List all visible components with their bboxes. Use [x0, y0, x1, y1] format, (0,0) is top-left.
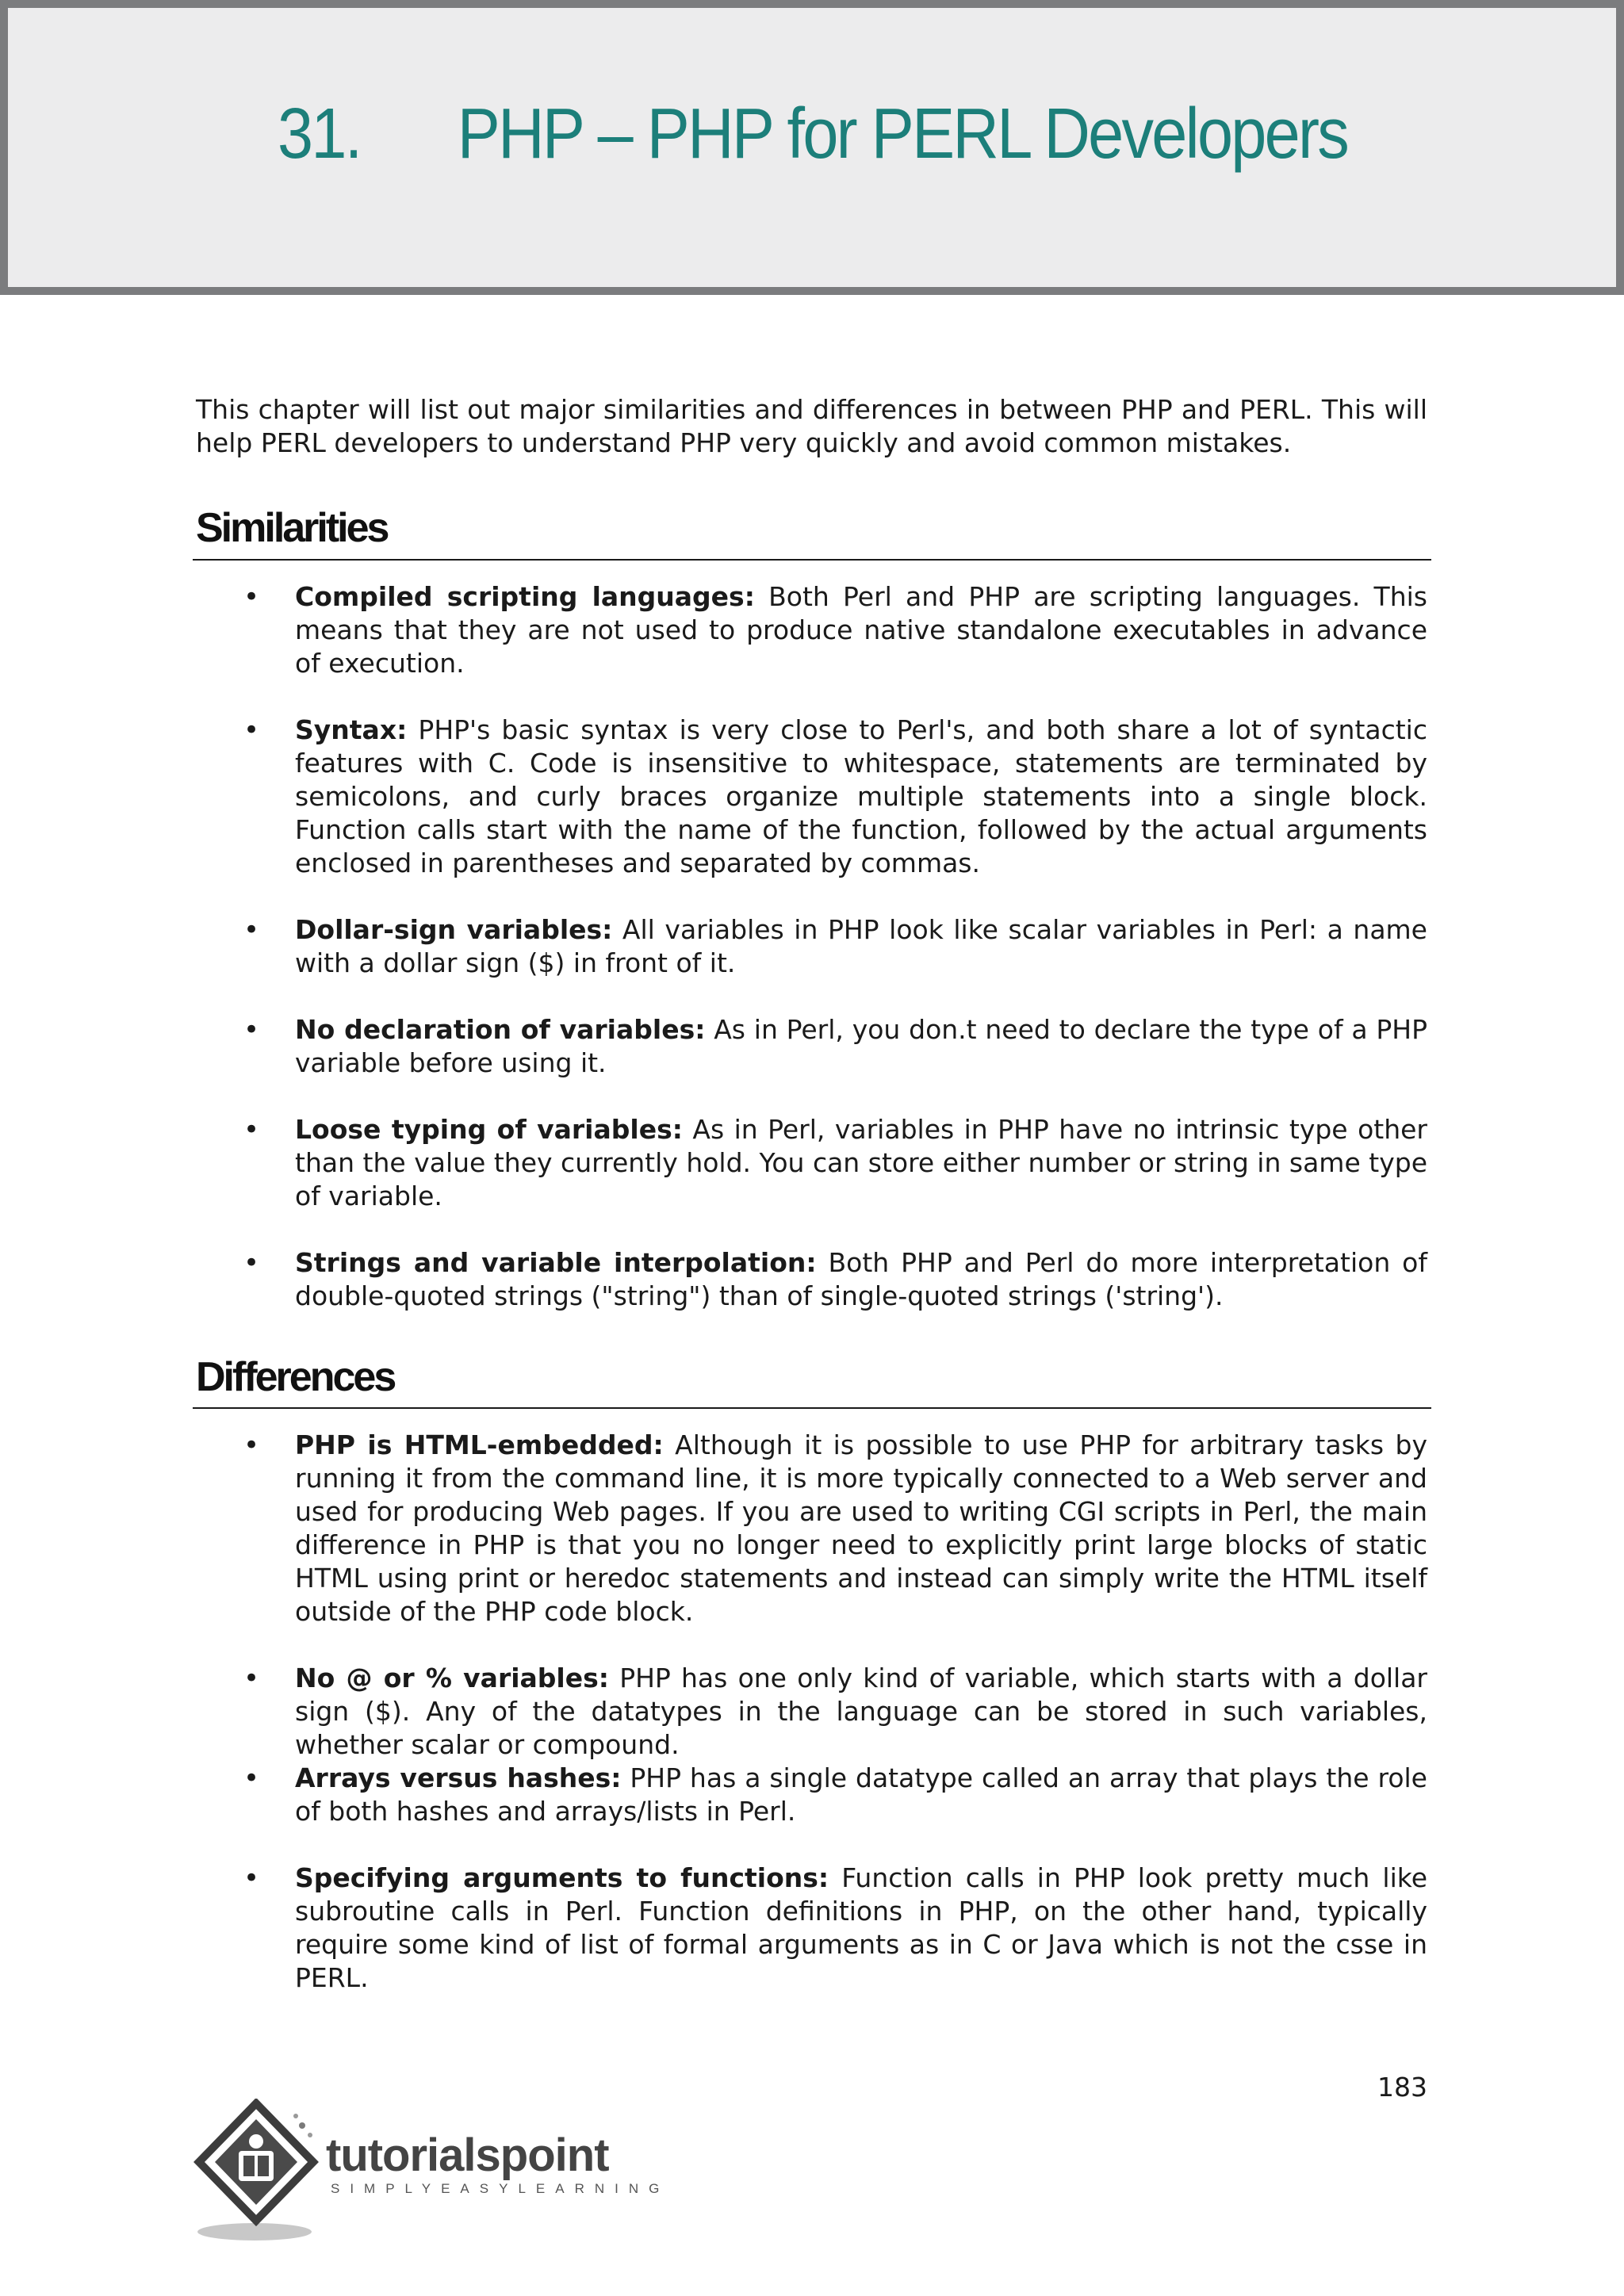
bullet-text: PHP's basic syntax is very close to Perl's, and both share a lot of syntactic features with C. Code is insensitive to whitespace, statements are terminated by semicolons, and curly braces organize multiple statements into a single block. Function calls start with the name of the function, followed by the actual arguments enclosed in parentheses and separated by commas.: [295, 714, 1427, 878]
bullet-text: As in Perl, you don.t need to declare the type of a PHP variable before using it.: [295, 1014, 1427, 1078]
logo-text: tutorialspoint: [326, 2130, 609, 2181]
intro-paragraph: This chapter will list out major similarities and differences in between PHP and PERL. This will help PERL developers to understand PHP very quickly and avoid common mistakes.: [196, 394, 1427, 458]
bullet-term: Strings and variable interpolation:: [295, 1247, 817, 1278]
bullet-term: No declaration of variables:: [295, 1014, 706, 1045]
list-item: [196, 1013, 1427, 1080]
list-item: [196, 1246, 1427, 1313]
chapter-title-text: PHP – PHP for PERL Developers: [457, 94, 1348, 174]
bullet-text: All variables in PHP look like scalar variables in Perl: a name with a dollar sign ($) in front of it.: [295, 914, 1427, 978]
bullet-text: Both Perl and PHP are scripting languages. This means that they are not used to produce native standalone executables in advance of execution.: [295, 581, 1427, 679]
similarities-heading: Similarities: [196, 505, 388, 551]
bullet-term: Dollar-sign variables:: [295, 914, 613, 945]
list-item: [196, 1429, 1427, 1628]
tutorialspoint-logo: [193, 2099, 668, 2245]
list-item: [196, 1113, 1427, 1213]
bullet-term: Loose typing of variables:: [295, 1114, 683, 1145]
bullet-text: PHP has a single datatype called an array that plays the role of both hashes and arrays/lists in Perl.: [295, 1762, 1427, 1827]
bullet-term: No @ or % variables:: [295, 1663, 609, 1693]
differences-list: [196, 1429, 1427, 1995]
bullet-term: Specifying arguments to functions:: [295, 1862, 829, 1893]
chapter-number: 31.: [278, 94, 361, 174]
list-item: [196, 1862, 1427, 1995]
page-number: 183: [1377, 2072, 1427, 2103]
list-item: [196, 714, 1427, 880]
bullet-term: PHP is HTML-embedded:: [295, 1429, 664, 1460]
bullet-term: Arrays versus hashes:: [295, 1762, 622, 1793]
chapter-header: [0, 0, 1624, 295]
differences-rule: [193, 1407, 1431, 1409]
bullet-text: As in Perl, variables in PHP have no intrinsic type other than the value they currently hold. You can store either number or string in same type of variable.: [295, 1114, 1427, 1211]
bullet-text: Both PHP and Perl do more interpretation of double-quoted strings ("string") than of single-quoted strings ('string').: [295, 1247, 1427, 1311]
chapter-title: [278, 94, 1347, 189]
logo-tagline: SIMPLYEASYLEARNING: [331, 2181, 670, 2196]
list-item: [196, 1662, 1427, 1762]
bullet-term: Syntax:: [295, 714, 408, 745]
bullet-term: Compiled scripting languages:: [295, 581, 755, 612]
list-item: [196, 1762, 1427, 1828]
bullet-text: PHP has one only kind of variable, which starts with a dollar sign ($). Any of the datatypes in the language can be stored in such variables, whether scalar or compound.: [295, 1663, 1428, 1760]
differences-heading: Differences: [196, 1354, 395, 1400]
bullet-text: Although it is possible to use PHP for arbitrary tasks by running it from the command line, it is more typically connected to a Web server and used for producing Web pages. If you are used to writing CGI scripts in Perl, the main difference in PHP is that you no longer need to explicitly print large blocks of static HTML using print or heredoc statements and instead can simply write the HTML itself outside of the PHP code block.: [295, 1429, 1427, 1627]
similarities-rule: [193, 559, 1431, 561]
logo-mark-icon: [193, 2099, 327, 2245]
similarities-list: [196, 580, 1427, 1313]
list-item: [196, 580, 1427, 680]
bullet-text: Function calls in PHP look pretty much like subroutine calls in Perl. Function definitions in PHP, on the other hand, typically require some kind of list of formal arguments as in C or Java which is not the csse in PERL.: [295, 1862, 1427, 1993]
list-item: [196, 913, 1427, 980]
